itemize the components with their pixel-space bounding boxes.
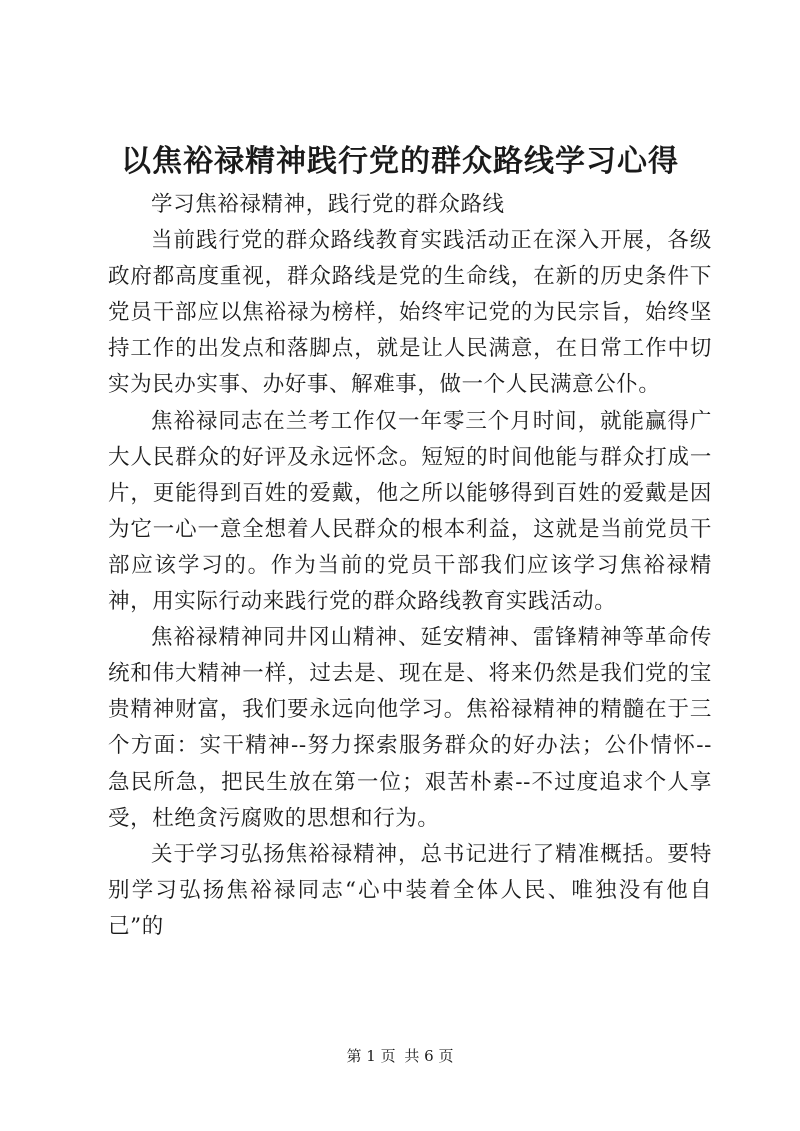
paragraph: 焦裕禄精神同井冈山精神、延安精神、雷锋精神等革命传统和伟大精神一样，过去是、现在是、将来仍然是我们党的宝贵精神财富，我们要永远向他学习。焦裕禄精神的精髓在于三个方面：实干精神--努力探索服务群众的好办法；公仆情怀--急民所急，把民生放在第一位；艰苦朴素--不过度追求个人享受，杜绝贪污腐败的思想和行为。 (108, 625, 712, 831)
page-footer (0, 1045, 800, 1067)
document-body (108, 187, 712, 945)
paragraph: 当前践行党的群众路线教育实践活动正在深入开展，各级政府都高度重视，群众路线是党的生命线，在新的历史条件下党员干部应以焦裕禄为榜样，始终牢记党的为民宗旨，始终坚持工作的出发点和落脚点，就是让人民满意，在日常工作中切实为民办实事、办好事、解难事，做一个人民满意公仆。 (108, 228, 712, 398)
page-number: 第 1 页 (346, 1047, 396, 1065)
paragraph: 关于学习弘扬焦裕禄精神，总书记进行了精准概括。要特别学习弘扬焦裕禄同志“心中装着全体人民、唯独没有他自己”的 (108, 841, 712, 939)
document-title: 以焦裕禄精神践行党的群众路线学习心得 (121, 144, 679, 179)
total-pages: 共 6 页 (404, 1047, 454, 1065)
paragraph: 焦裕禄同志在兰考工作仅一年零三个月时间，就能赢得广大人民群众的好评及永远怀念。短短的时间他能与群众打成一片，更能得到百姓的爱戴，他之所以能够得到百姓的爱戴是因为它一心一意全想着人民群众的根本利益，这就是当前党员干部应该学习的。作为当前的党员干部我们应该学习焦裕禄精神，用实际行动来践行党的群众路线教育实践活动。 (108, 408, 712, 615)
paragraph-subtitle: 学习焦裕禄精神，践行党的群众路线 (151, 192, 505, 217)
